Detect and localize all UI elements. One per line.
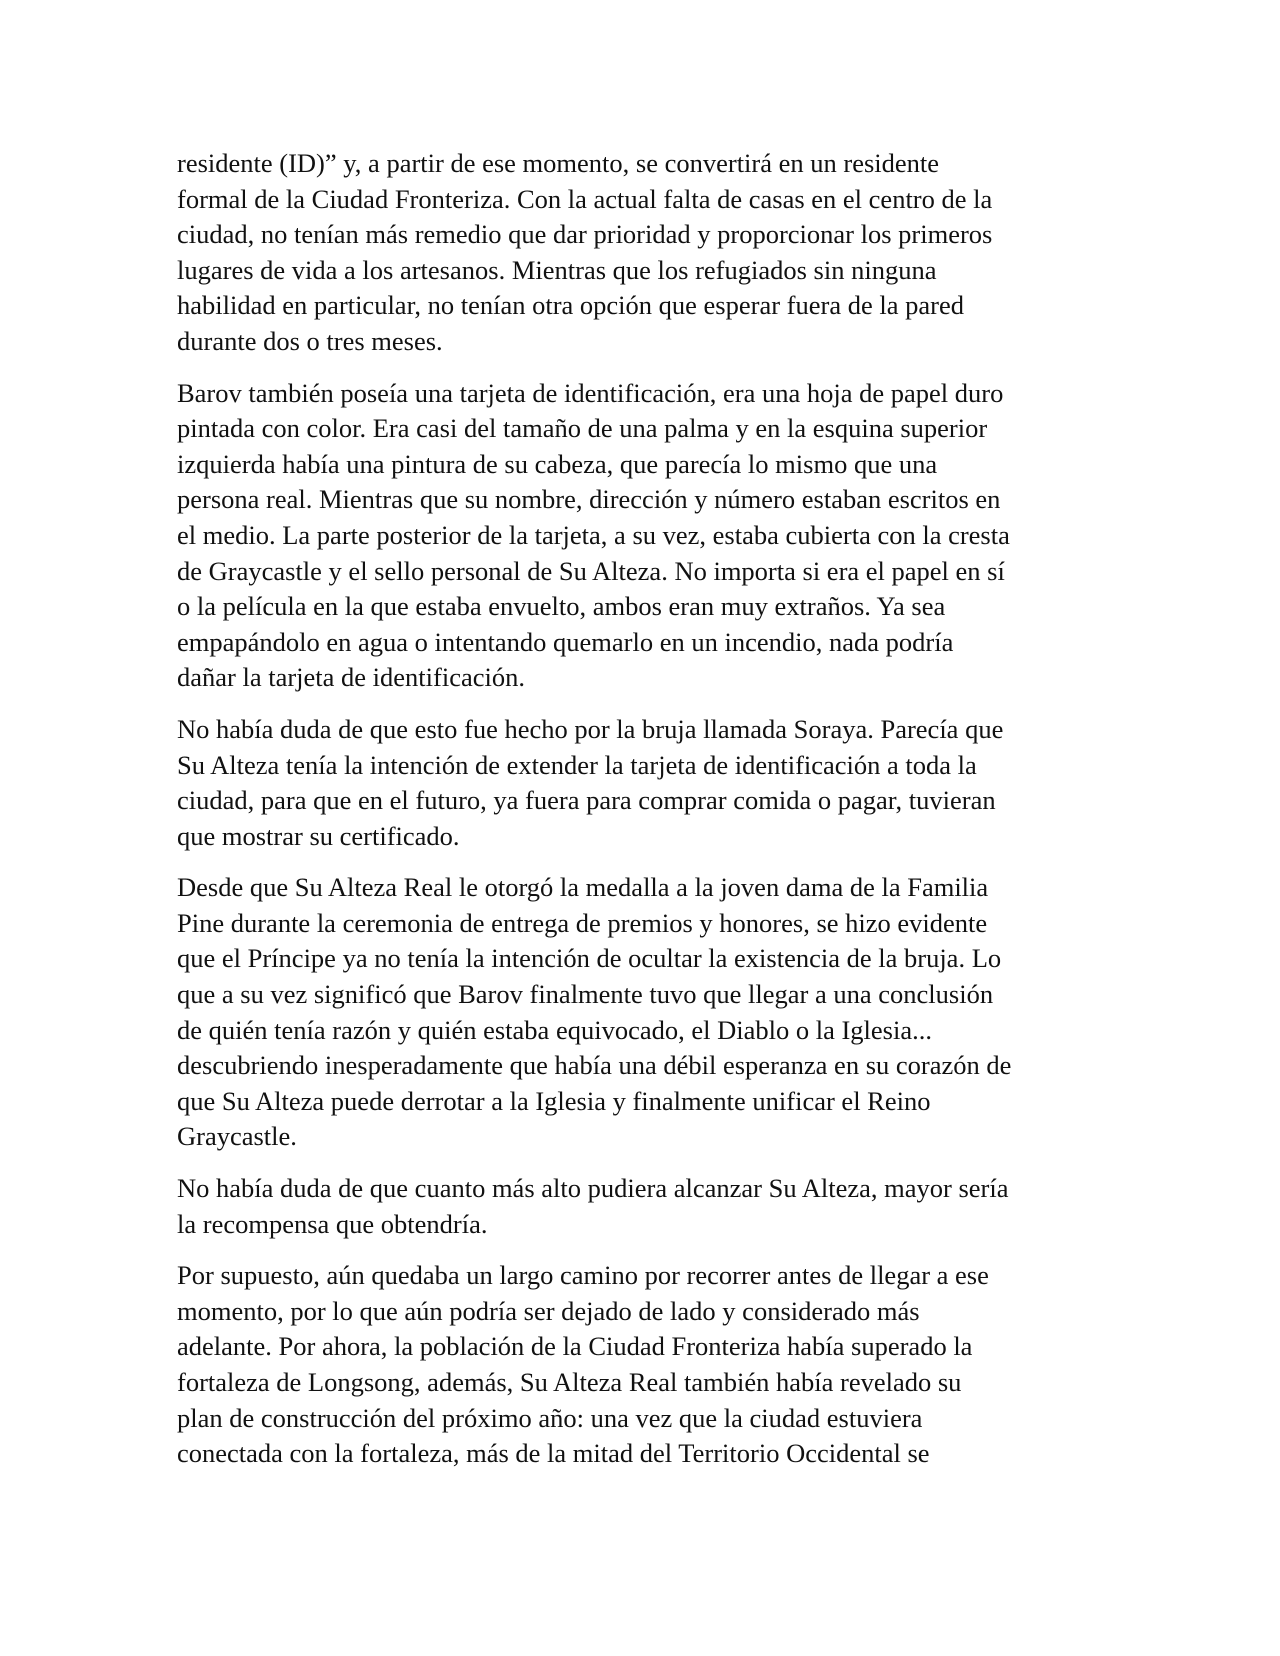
text-line: de Graycastle y el sello personal de Su Alteza. No importa si era el papel en sí xyxy=(177,555,1005,586)
text-line: lugares de vida a los artesanos. Mientras que los refugiados sin ninguna xyxy=(177,254,937,285)
text-line: la recompensa que obtendría. xyxy=(177,1208,488,1239)
text-line: No había duda de que cuanto más alto pudiera alcanzar Su Alteza, mayor sería xyxy=(177,1173,1009,1204)
paragraph xyxy=(177,146,1102,360)
text-line: que el Príncipe ya no tenía la intención de ocultar la existencia de la bruja. Lo xyxy=(177,943,1002,974)
paragraph xyxy=(177,1258,1102,1472)
text-line: que mostrar su certificado. xyxy=(177,820,460,851)
text-line: momento, por lo que aún podría ser dejado de lado y considerado más xyxy=(177,1295,920,1326)
paragraph xyxy=(177,376,1102,696)
text-line: Pine durante la ceremonia de entrega de premios y honores, se hizo evidente xyxy=(177,907,988,938)
text-line: Barov también poseía una tarjeta de identificación, era una hoja de papel duro xyxy=(177,377,1004,408)
text-line: persona real. Mientras que su nombre, dirección y número estaban escritos en xyxy=(177,484,1001,515)
text-line: adelante. Por ahora, la población de la Ciudad Fronteriza había superado la xyxy=(177,1331,973,1362)
text-line: empapándolo en agua o intentando quemarlo en un incendio, nada podría xyxy=(177,626,954,657)
text-line: o la película en la que estaba envuelto, ambos eran muy extraños. Ya sea xyxy=(177,591,946,622)
text-line: Graycastle. xyxy=(177,1121,297,1152)
text-line: ciudad, no tenían más remedio que dar prioridad y proporcionar los primeros xyxy=(177,219,993,250)
text-line: izquierda había una pintura de su cabeza, que parecía lo mismo que una xyxy=(177,448,938,479)
text-line: No había duda de que esto fue hecho por la bruja llamada Soraya. Parecía que xyxy=(177,713,1004,744)
text-line: ciudad, para que en el futuro, ya fuera para comprar comida o pagar, tuvieran xyxy=(177,785,996,816)
paragraph xyxy=(177,712,1102,854)
text-line: dañar la tarjeta de identificación. xyxy=(177,662,525,693)
paragraph xyxy=(177,870,1102,1155)
text-line: descubriendo inesperadamente que había una débil esperanza en su corazón de xyxy=(177,1050,1012,1081)
text-line: residente (ID)” y, a partir de ese momento, se convertirá en un residente xyxy=(177,148,940,178)
text-line: de quién tenía razón y quién estaba equivocado, el Diablo o la Iglesia... xyxy=(177,1014,932,1045)
text-line: habilidad en particular, no tenían otra opción que esperar fuera de la pared xyxy=(177,290,964,321)
paragraph xyxy=(177,1171,1102,1242)
text-line: pintada con color. Era casi del tamaño de una palma y en la esquina superior xyxy=(177,413,988,444)
text-line: durante dos o tres meses. xyxy=(177,325,443,356)
text-line: el medio. La parte posterior de la tarjeta, a su vez, estaba cubierta con la cresta xyxy=(177,519,1010,550)
text-line: que a su vez significó que Barov finalmente tuvo que llegar a una conclusión xyxy=(177,979,994,1010)
text-line: Su Alteza tenía la intención de extender la tarjeta de identificación a toda la xyxy=(177,749,977,780)
text-line: conectada con la fortaleza, más de la mitad del Territorio Occidental se xyxy=(177,1438,930,1469)
text-line: que Su Alteza puede derrotar a la Iglesia y finalmente unificar el Reino xyxy=(177,1085,931,1116)
document-body xyxy=(177,146,1102,1488)
text-line: plan de construcción del próximo año: una vez que la ciudad estuviera xyxy=(177,1402,923,1433)
text-line: formal de la Ciudad Fronteriza. Con la actual falta de casas en el centro de la xyxy=(177,183,993,214)
text-line: fortaleza de Longsong, además, Su Alteza Real también había revelado su xyxy=(177,1367,962,1397)
text-line: Por supuesto, aún quedaba un largo camino por recorrer antes de llegar a ese xyxy=(177,1260,989,1291)
text-line: Desde que Su Alteza Real le otorgó la medalla a la joven dama de la Familia xyxy=(177,872,989,903)
